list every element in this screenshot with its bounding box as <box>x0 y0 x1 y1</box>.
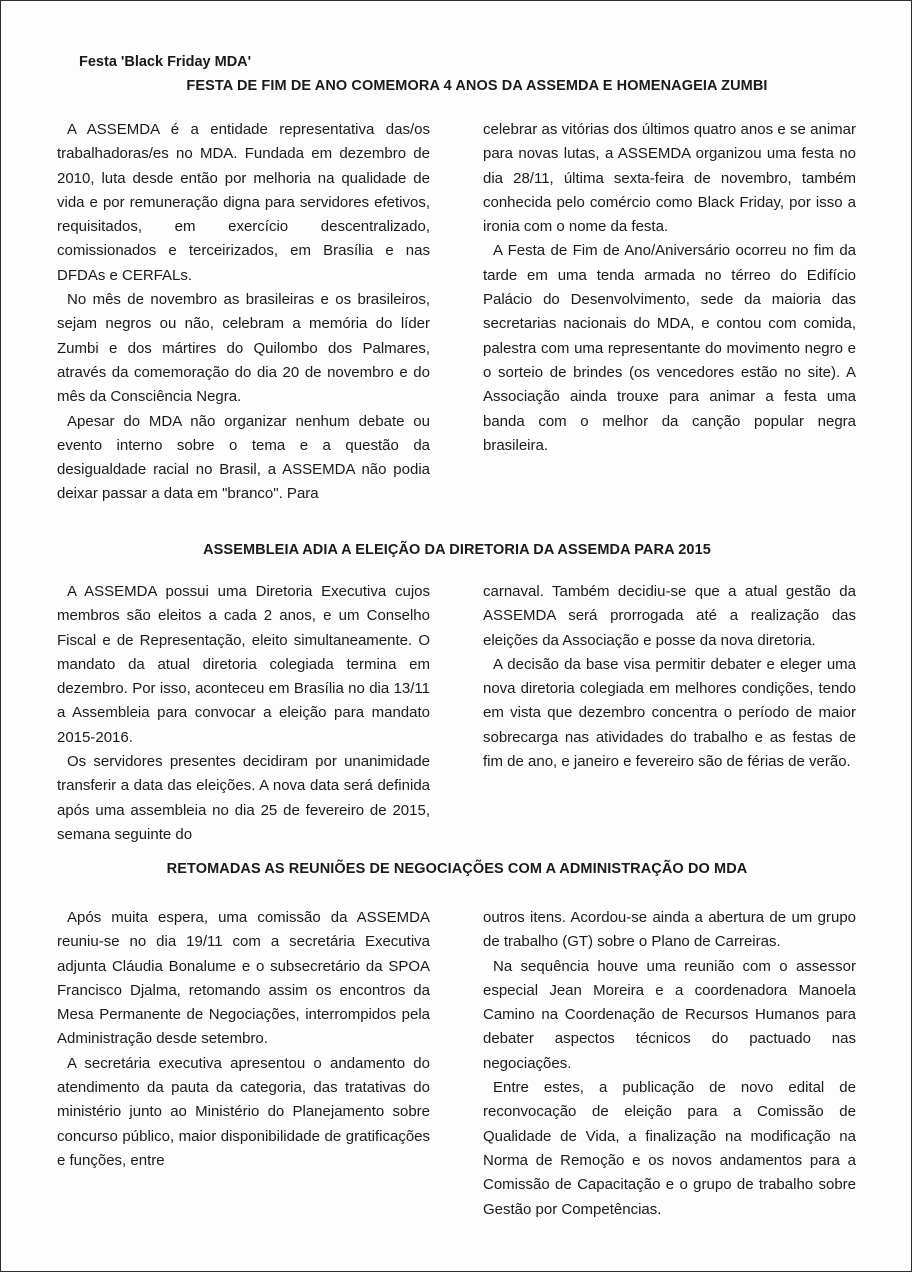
paragraph: Na sequência houve uma reunião com o assessor especial Jean Moreira e a coordenadora Manoela Camino na Coordenação de Recursos Humanos para debater aspectos técnicos do pactuado nas negociações. <box>483 957 856 1072</box>
article-column-right <box>483 906 856 1222</box>
article-headline: FESTA DE FIM DE ANO COMEMORA 4 ANOS DA ASSEMDA E HOMENAGEIA ZUMBI <box>186 78 768 94</box>
article-column-left <box>57 118 430 507</box>
paragraph: celebrar as vitórias dos últimos quatro anos e se animar para novas lutas, a ASSEMDA organizou uma festa no dia 28/11, última sexta-feira de novembro, também conhecida pelo comércio como Black Friday, por isso a ironia com o nome da festa. <box>483 121 856 236</box>
article-column-left <box>57 906 430 1173</box>
paragraph: Os servidores presentes decidiram por unanimidade transferir a data das eleições. A nova data será definida após uma assembleia no dia 25 de fevereiro de 2015, semana seguinte do <box>57 753 430 843</box>
article-column-left <box>57 580 430 847</box>
paragraph: Entre estes, a publicação de novo edital de reconvocação de eleição para a Comissão de Qualidade de Vida, a finalização na modificação na Norma de Remoção e os novos andamentos para a Comissão de Capacitação e o grupo de trabalho sobre Gestão por Competências. <box>483 1079 856 1218</box>
paragraph: A decisão da base visa permitir debater e eleger uma nova diretoria colegiada em melhores condições, tendo em vista que dezembro concentra o período de maior sobrecarga nas atividades do trabalho e as festas de fim de ano, e janeiro e fevereiro são de férias de verão. <box>483 655 856 771</box>
paragraph: Após muita espera, uma comissão da ASSEMDA reuniu-se no dia 19/11 com a secretária Executiva adjunta Cláudia Bonalume e o subsecretário da SPOA Francisco Djalma, retomando assim os encontros da Mesa Permanente de Negociações, interrompidos pela Administração desde setembro. <box>57 909 430 1048</box>
paragraph: A ASSEMDA é a entidade representativa das/os trabalhadoras/es no MDA. Fundada em dezembro de 2010, luta desde então por melhoria na qualidade de vida e por remuneração digna para servidores efetivos, requisitados, em exercício descentralizado, comissionados e terceirizados, em Brasília e nas DFDAs e CERFALs. <box>57 121 430 284</box>
article-column-right <box>483 580 856 774</box>
paragraph: outros itens. Acordou-se ainda a abertura de um grupo de trabalho (GT) sobre o Plano de Carreiras. <box>483 909 856 951</box>
paragraph: Apesar do MDA não organizar nenhum debate ou evento interno sobre o tema e a questão da desigualdade racial no Brasil, a ASSEMDA não podia deixar passar a data em "branco". Para <box>57 412 430 503</box>
kicker-label: Festa 'Black Friday MDA' <box>79 54 252 70</box>
paragraph: A Festa de Fim de Ano/Aniversário ocorreu no fim da tarde em uma tenda armada no térreo do Edifício Palácio do Desenvolvimento, sede da maioria das secretarias nacionais do MDA, e contou com comida, palestra com uma representante do movimento negro e o sorteio de brindes (os vencedores estão no site). A Associação ainda trouxe para animar a festa uma banda com o melhor da canção popular negra brasileira. <box>483 242 856 454</box>
paragraph: carnaval. Também decidiu-se que a atual gestão da ASSEMDA será prorrogada até a realização das eleições da Associação e posse da nova diretoria. <box>483 583 856 649</box>
paragraph: No mês de novembro as brasileiras e os brasileiros, sejam negros ou não, celebram a memória do líder Zumbi e dos mártires do Quilombo dos Palmares, através da comemoração do dia 20 de novembro e do mês da Consciência Negra. <box>57 291 430 406</box>
article-headline: RETOMADAS AS REUNIÕES DE NEGOCIAÇÕES COM A ADMINISTRAÇÃO DO MDA <box>166 861 748 877</box>
article-column-right <box>483 118 856 458</box>
article-headline: ASSEMBLEIA ADIA A ELEIÇÃO DA DIRETORIA DA ASSEMDA PARA 2015 <box>203 542 711 558</box>
paragraph: A secretária executiva apresentou o andamento do atendimento da pauta da categoria, das tratativas do ministério junto ao Ministério do Planejamento sobre concurso público, maior disponibilidade de gratificações e funções, entre <box>57 1054 430 1169</box>
paragraph: A ASSEMDA possui uma Diretoria Executiva cujos membros são eleitos a cada 2 anos, e um Conselho Fiscal e de Representação, eleito simultaneamente. O mandato da atual diretoria colegiada termina em dezembro. Por isso, aconteceu em Brasília no dia 13/11 a Assembleia para convocar a eleição para mandato 2015-2016. <box>57 583 430 746</box>
